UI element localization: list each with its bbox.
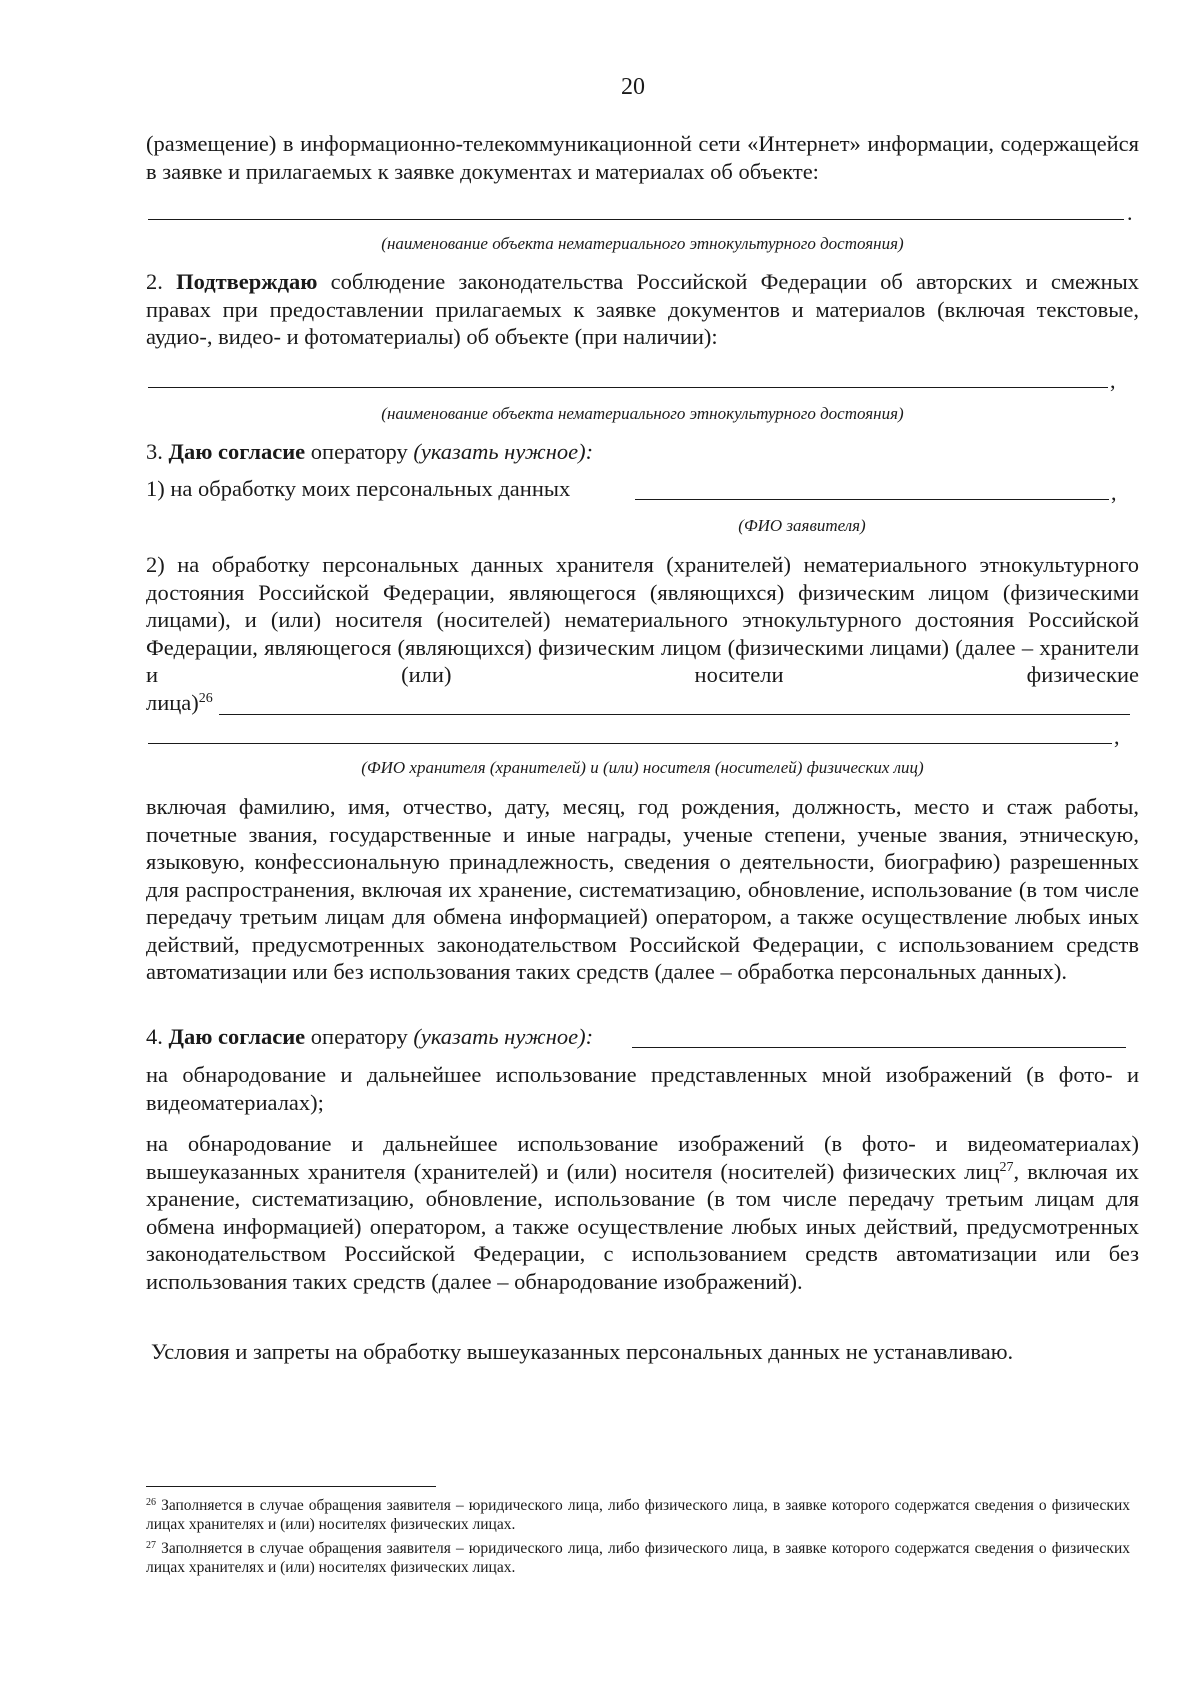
item-4-text: оператору xyxy=(305,1024,414,1049)
applicant-name-line[interactable] xyxy=(635,499,1109,500)
including-paragraph: включая фамилию, имя, отчество, дату, месяц, год рождения, должность, место и стаж работы, почетные звания, государственные и иные награды, ученые степени, ученые звания, этническую, языковую, конфессиональную принадлежность, сведения о деятельности, биографию) разрешенных для распространения, включая их хранение, систематизацию, обновление, использование (в том числе передачу третьим лицам для обмена информацией) оператором, а также осуществление любых иных действий, предусмотренных законодательством Российской Федерации, с использованием средств автоматизации или без использования таких средств (далее – обработка персональных данных). xyxy=(146,794,1139,984)
footnote-26 xyxy=(146,1496,1130,1534)
footnote-separator xyxy=(146,1486,436,1487)
conditions-paragraph: Условия и запреты на обработку вышеуказанных персональных данных не устанавливаю. xyxy=(151,1339,1014,1364)
item-2-confirm xyxy=(146,268,1139,351)
item-2-bold: Подтверждаю xyxy=(176,269,318,294)
applicant-caption: (ФИО заявителя) xyxy=(738,516,866,535)
object-name-line-2[interactable] xyxy=(148,387,1108,388)
object-name-caption-1: (наименование объекта нематериального этнокультурного достояния) xyxy=(381,234,904,253)
footnote-ref-26[interactable]: 26 xyxy=(198,691,213,706)
object-name-line-1[interactable] xyxy=(148,219,1124,220)
line-end-period: . xyxy=(1127,200,1133,225)
images-keepers-text-1: на обнародование и дальнейшее использование изображений (в фото- и видеоматериалах) вышеуказанных хранителя (хранителей) и (или) носителя (носителей) физических лиц xyxy=(146,1131,1139,1184)
item-3-consent xyxy=(146,438,1139,466)
page-number: 20 xyxy=(621,74,645,100)
item-4-number: 4. xyxy=(146,1024,163,1049)
keepers-name-line-1[interactable] xyxy=(219,714,1130,715)
item-2-text: соблюдение законодательства Российской Федерации об авторских и смежных правах при предоставлении прилагаемых к заявке документов и материалов (включая текстовые, аудио-, видео- и фотоматериалы) об объекте (при наличии): xyxy=(146,269,1140,349)
footnote-27-text: Заполняется в случае обращения заявителя – юридического лица, либо физического лица, в заявке которого содержатся сведения о физических лицах хранителях и (или) носителях физических лицах. xyxy=(146,1540,1130,1576)
item-3-2-last-word xyxy=(146,689,216,717)
keepers-name-line-2[interactable] xyxy=(148,743,1112,744)
item-4-bold: Даю согласие xyxy=(168,1024,306,1049)
footnote-ref-27[interactable]: 27 xyxy=(999,1159,1014,1175)
footnote-26-number: 26 xyxy=(146,1497,156,1508)
images-own-paragraph: на обнародование и дальнейшее использование представленных мной изображений (в фото- и видеоматериалах); xyxy=(146,1062,1139,1115)
footnote-27 xyxy=(146,1539,1130,1577)
last-word: лица) xyxy=(146,690,199,715)
item-4-italic: (указать нужное): xyxy=(413,1024,594,1049)
footnote-26-text: Заполняется в случае обращения заявителя – юридического лица, либо физического лица, в заявке которого содержатся сведения о физических лицах хранителях и (или) носителях физических лицах. xyxy=(146,1497,1130,1533)
item-3-number: 3. xyxy=(146,439,163,464)
item-4-choice-line[interactable] xyxy=(632,1047,1126,1048)
item-3-italic: (указать нужное): xyxy=(413,439,594,464)
item-2-number: 2. xyxy=(146,269,163,294)
item-3-text: оператору xyxy=(305,439,414,464)
item-3-bold: Даю согласие xyxy=(168,439,306,464)
item-3-1-text: 1) на обработку моих персональных данных xyxy=(146,476,571,501)
object-name-caption-2: (наименование объекта нематериального этнокультурного достояния) xyxy=(381,404,904,423)
line-end-comma-3: , xyxy=(1111,480,1117,505)
footnote-27-number: 27 xyxy=(146,1540,156,1551)
images-keepers-paragraph xyxy=(146,1130,1139,1295)
keepers-caption: (ФИО хранителя (хранителей) и (или) носителя (носителей) физических лиц) xyxy=(361,758,924,777)
intro-paragraph: (размещение) в информационно-телекоммуникационной сети «Интернет» информации, содержащейся в заявке и прилагаемых к заявке документах и материалах об объекте: xyxy=(146,131,1139,184)
line-end-comma-2: , xyxy=(1110,368,1116,393)
item-3-2-text: 2) на обработку персональных данных хранителя (хранителей) нематериального этнокультурного достояния Российской Федерации, являющегося (являющихся) физическим лицом (физическими лицами), и (или) носителя (носителей) нематериального этнокультурного достояния Российской Федерации, являющегося (являющихся) физическим лицом (физическими лицами) (далее – хранители и (или) носители физические xyxy=(146,552,1139,687)
images-keepers-text-2: , включая их хранение, систематизацию, обновление, использование (в том числе передачу третьим лицам для обмена информацией) оператором, а также осуществление любых иных действий, предусмотренных законодательством Российской Федерации, с использованием средств автоматизации или без использования таких средств (далее – обнародование изображений). xyxy=(146,1158,1139,1294)
line-end-comma-4: , xyxy=(1114,724,1120,749)
